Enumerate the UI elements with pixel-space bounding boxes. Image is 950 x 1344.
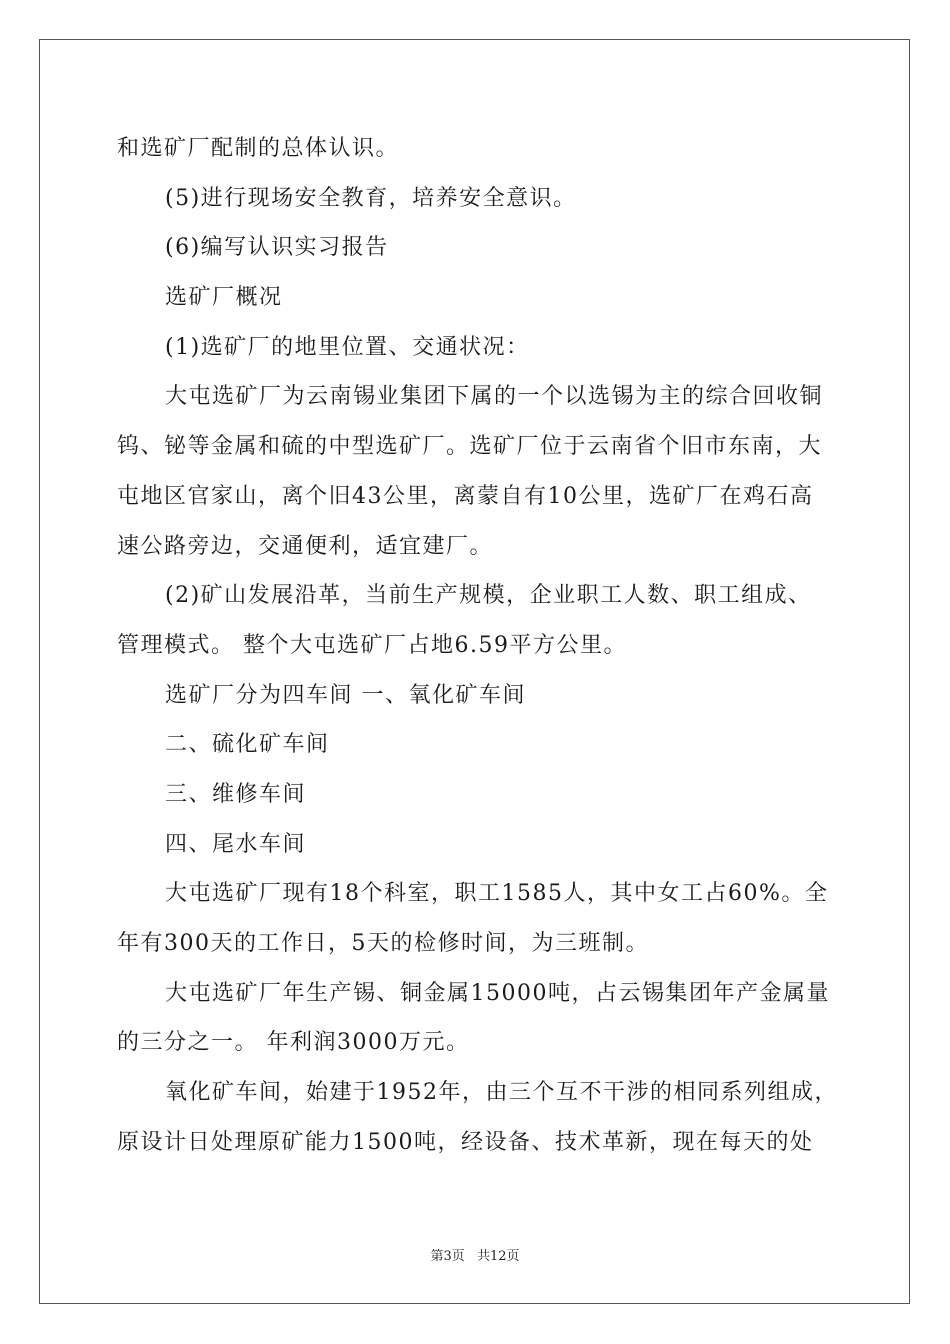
- text-line: 钨、铋等金属和硫的中型选矿厂。选矿厂位于云南省个旧市东南，大: [117, 434, 823, 460]
- text-line: 三、维修车间: [165, 781, 307, 807]
- text-line: (2)矿山发展沿革，当前生产规模，企业职工人数、职工组成、: [165, 583, 812, 609]
- text-line: 选矿厂概况: [165, 285, 283, 311]
- text-line: (5)进行现场安全教育，培养安全意识。: [165, 185, 577, 211]
- text-line: 和选矿厂配制的总体认识。: [117, 136, 400, 161]
- text-line: (6)编写认识实习报告: [165, 235, 389, 261]
- text-line: 的三分之一。 年利润3000万元。: [117, 1030, 470, 1056]
- page-footer: [0, 1245, 950, 1264]
- text-line: 大屯选矿厂为云南锡业集团下属的一个以选锡为主的综合回收铜: [165, 384, 824, 410]
- text-line: 年有300天的工作日，5天的检修时间，为三班制。: [117, 931, 649, 956]
- text-line: 大屯选矿厂年生产锡、铜金属15000吨，占云锡集团年产金属量: [165, 980, 830, 1006]
- text-line: 原设计日处理原矿能力1500吨，经设备、技术革新，现在每天的处: [117, 1129, 814, 1155]
- text-line: 选矿厂分为四车间 一、氧化矿车间: [165, 682, 526, 708]
- text-line: (1)选矿厂的地里位置、交通状况：: [165, 334, 530, 360]
- text-line: 二、硫化矿车间: [165, 732, 330, 758]
- text-line: 速公路旁边，交通便利，适宜建厂。: [117, 533, 494, 559]
- text-line: 管理模式。 整个大屯选矿厂占地6.59平方公里。: [117, 632, 627, 658]
- page-number: 第3页: [430, 1249, 465, 1264]
- text-line: 氧化矿车间，始建于1952年，由三个互不干涉的相同系列组成，: [165, 1080, 838, 1106]
- text-line: 大屯选矿厂现有18个科室，职工1585人，其中女工占60%。全: [165, 881, 829, 907]
- text-line: 四、尾水车间: [165, 831, 307, 857]
- page-total: 共12页: [476, 1249, 520, 1264]
- document-body: [117, 124, 837, 1167]
- text-line: 屯地区官家山，离个旧43公里，离蒙自有10公里，选矿厂在鸡石高: [117, 483, 814, 509]
